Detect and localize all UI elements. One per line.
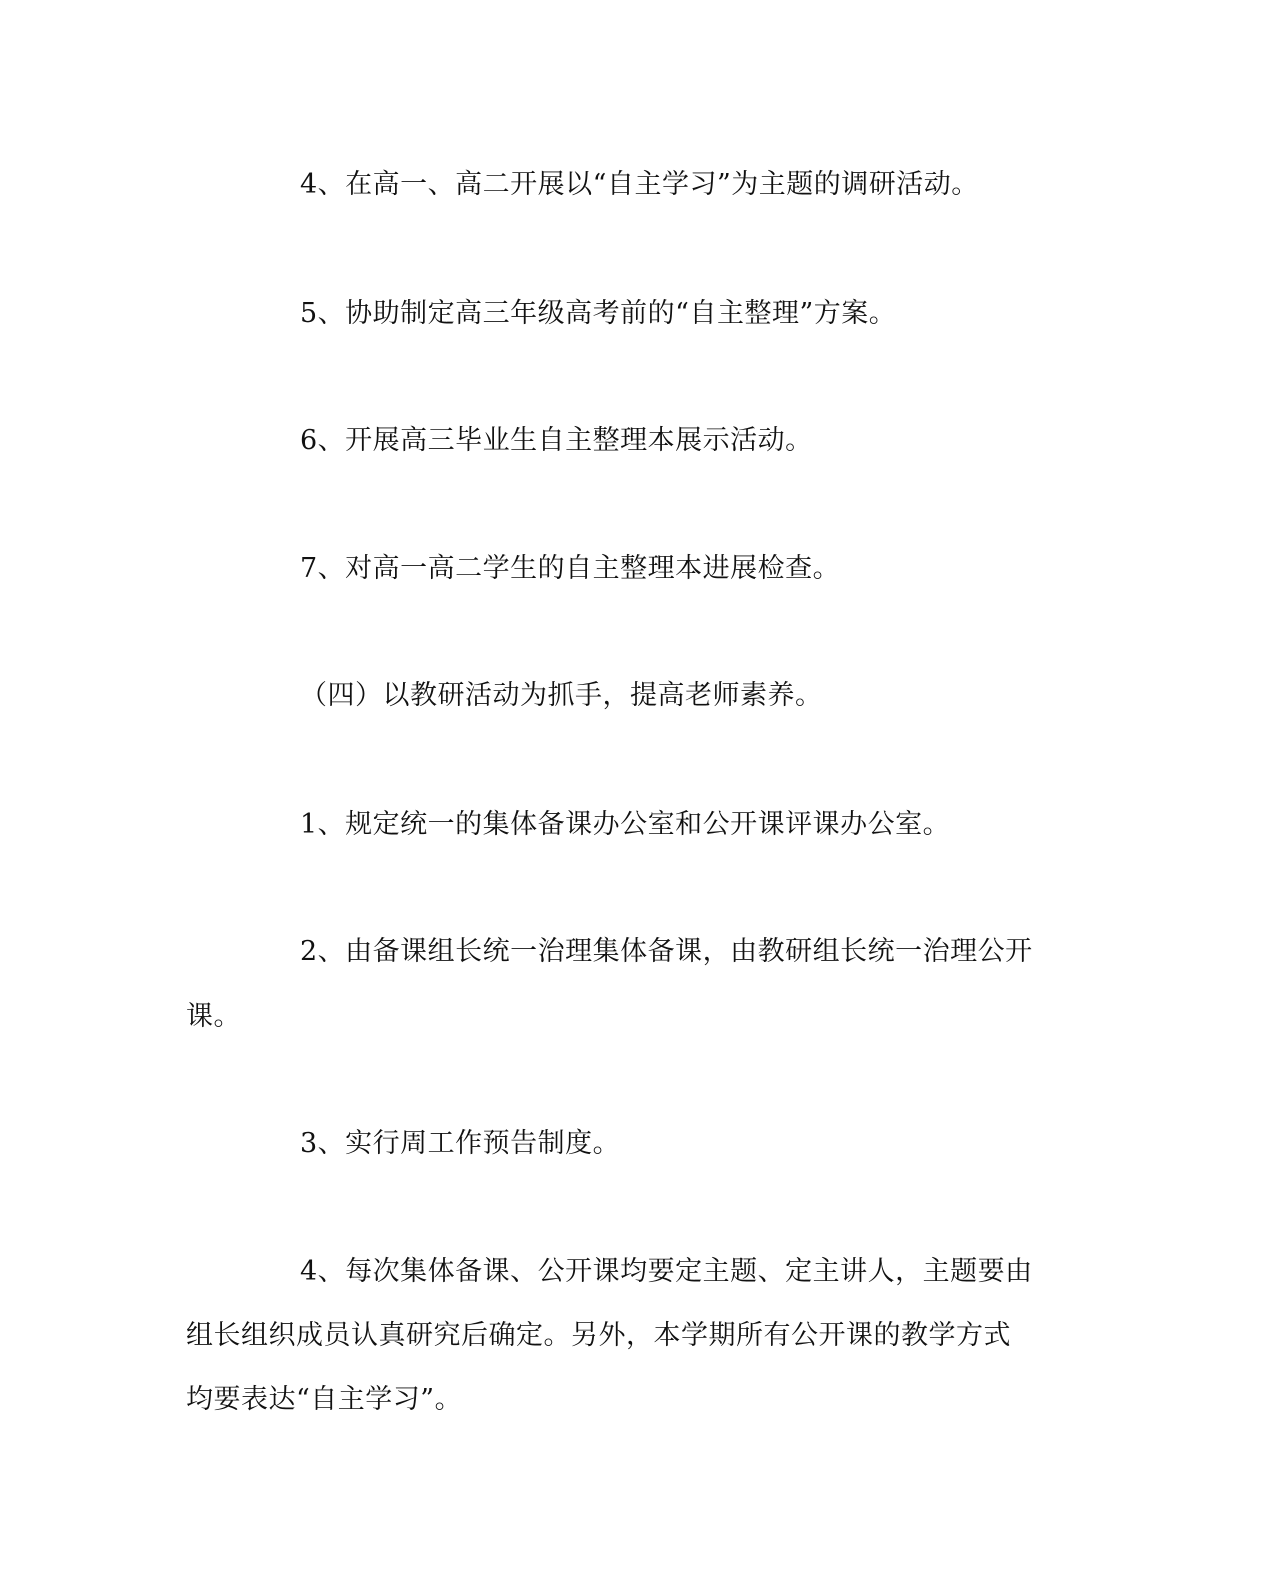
item-2-management-line-1: 2、由备课组长统一治理集体备课，由教研组长统一治理公开 — [300, 936, 1033, 967]
item-3-weekly-notice: 3、实行周工作预告制度。 — [300, 1128, 621, 1159]
item-4-topic-line-1: 4、每次集体备课、公开课均要定主题、定主讲人，主题要由 — [300, 1256, 1033, 1287]
item-4-research-activity: 4、在高一、高二开展以“自主学习”为主题的调研活动。 — [300, 169, 979, 200]
item-5-review-plan: 5、协助制定高三年级高考前的“自主整理”方案。 — [300, 298, 897, 329]
item-4-topic-line-3: 均要表达“自主学习”。 — [186, 1384, 463, 1415]
item-7-notebook-check: 7、对高一高二学生的自主整理本进展检查。 — [300, 553, 841, 584]
item-2-management-line-2: 课。 — [186, 1001, 241, 1032]
section-4-heading: （四）以教研活动为抓手，提高老师素养。 — [300, 680, 823, 711]
item-1-offices: 1、规定统一的集体备课办公室和公开课评课办公室。 — [300, 809, 951, 840]
item-4-topic-line-2: 组长组织成员认真研究后确定。另外，本学期所有公开课的教学方式 — [186, 1320, 1011, 1351]
item-6-notebook-exhibition: 6、开展高三毕业生自主整理本展示活动。 — [300, 425, 813, 456]
